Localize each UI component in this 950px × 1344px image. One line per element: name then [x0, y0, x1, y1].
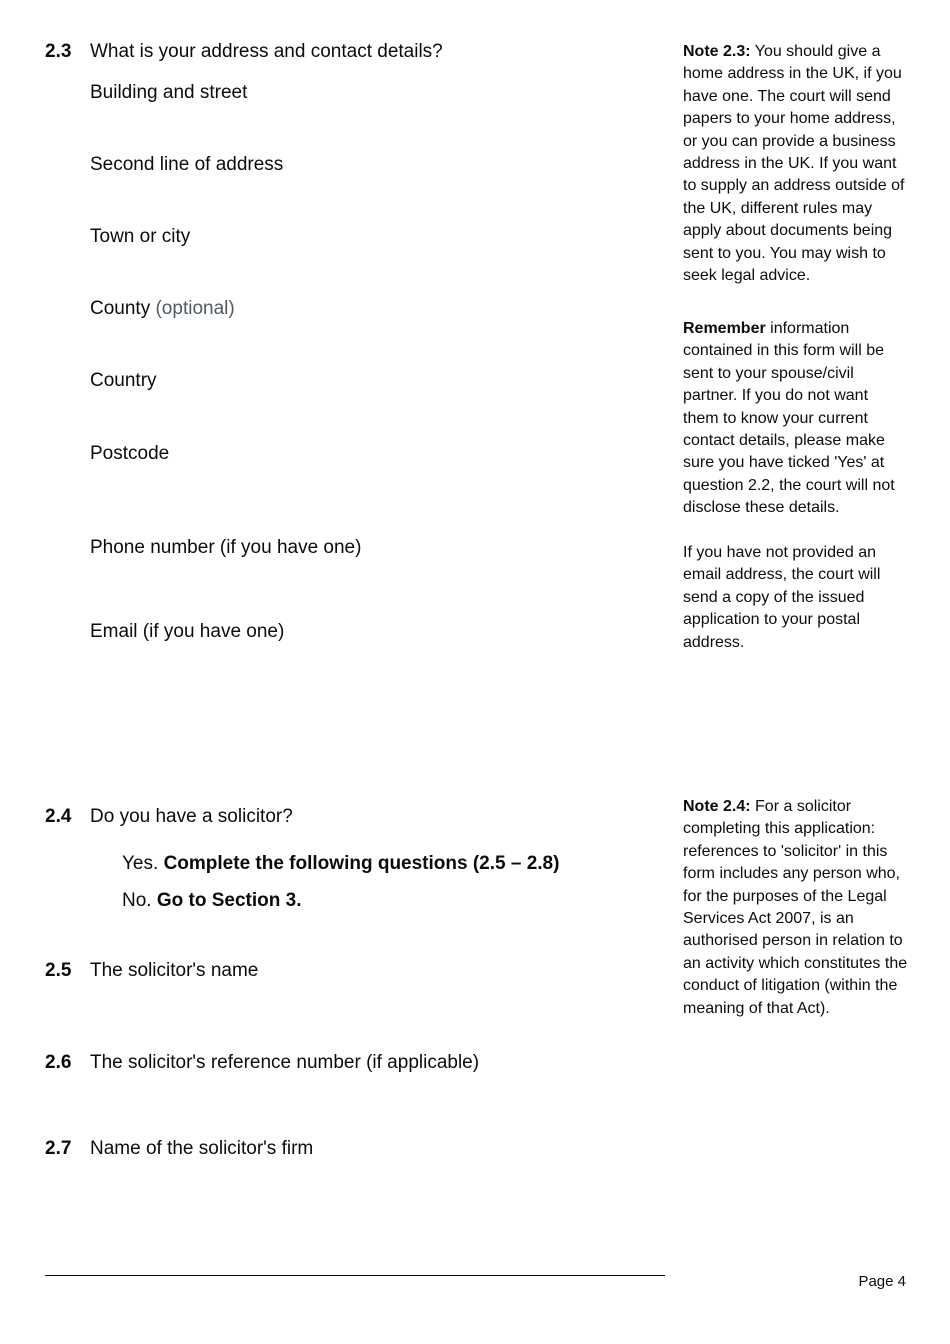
option-no-label: No. [122, 890, 152, 911]
question-number-2-4: 2.4 [45, 806, 72, 827]
option-no-instruction: Go to Section 3. [156, 890, 302, 911]
option-yes[interactable] [122, 852, 559, 876]
note-2-4-label: Note 2.4: [683, 798, 751, 815]
note-remember [683, 318, 908, 520]
option-no[interactable] [122, 889, 301, 913]
note-2-4-text: For a solicitor completing this application: references to 'solicitor' in this form includes any person who, for the purposes of the Legal Services Act 2007, is an authorised person in relation to an activity which constitutes the conduct of litigation (within the meaning of that Act). [683, 798, 908, 1017]
note-2-4 [683, 796, 908, 1020]
county-label: County [90, 298, 151, 319]
question-text-2-7: Name of the solicitor's firm [90, 1138, 314, 1159]
field-label-email: Email (if you have one) [90, 621, 285, 642]
option-yes-label: Yes. [122, 853, 159, 874]
question-text-2-5: The solicitor's name [90, 960, 259, 981]
note-2-3 [683, 41, 908, 287]
question-text-2-3: What is your address and contact details? [90, 41, 443, 62]
note-2-3-label: Note 2.3: [683, 43, 751, 60]
question-text-2-4: Do you have a solicitor? [90, 806, 293, 827]
question-number-2-7: 2.7 [45, 1138, 72, 1159]
footer-divider [45, 1275, 665, 1276]
field-label-country: Country [90, 370, 157, 391]
option-yes-instruction: Complete the following questions (2.5 – 2.8) [163, 853, 560, 874]
field-label-phone: Phone number (if you have one) [90, 537, 362, 558]
question-number-2-3: 2.3 [45, 41, 72, 62]
optional-hint: (optional) [155, 298, 235, 319]
field-label-postcode: Postcode [90, 443, 170, 464]
note-2-3-text: You should give a home address in the UK, if you have one. The court will send papers to your home address, or you can provide a business address in the UK. If you want to supply an address outside of the UK, different rules may apply about documents being sent to you. You may wish to seek legal advice. [683, 43, 905, 285]
remember-label: Remember [683, 320, 766, 337]
field-label-town: Town or city [90, 226, 191, 247]
remember-text: information contained in this form will be sent to your spouse/civil partner. If you do not want them to know your current contact details, please make sure you have ticked 'Yes' at question 2.2, the court will not disclose these details. [683, 320, 895, 517]
question-number-2-5: 2.5 [45, 960, 72, 981]
question-text-2-6: The solicitor's reference number (if applicable) [90, 1052, 480, 1073]
question-number-2-6: 2.6 [45, 1052, 72, 1073]
field-label-county [90, 297, 235, 321]
page-number: Page 4 [858, 1273, 906, 1290]
field-label-second-line: Second line of address [90, 154, 284, 175]
field-label-building: Building and street [90, 82, 248, 103]
note-email: If you have not provided an email address, the court will send a copy of the issued application to your postal address. [683, 544, 881, 651]
